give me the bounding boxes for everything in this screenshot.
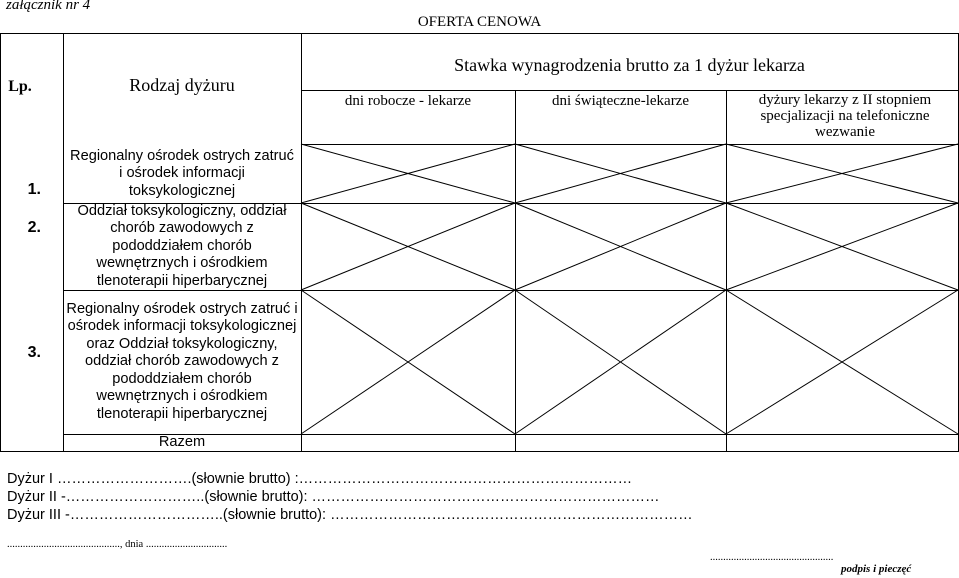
- empty-cell-crosses: [301, 144, 958, 434]
- signature-label: podpis i pieczęć: [841, 563, 912, 575]
- subheader-holidays: dni świąteczne-lekarze: [552, 93, 689, 109]
- subheader-workdays: dni robocze - lekarze: [344, 93, 472, 109]
- attachment-label: załącznik nr 4: [6, 0, 91, 13]
- signature-dots: ...............................................: [710, 552, 834, 563]
- header-rate: Stawka wynagrodzenia brutto za 1 dyżur lekarza: [454, 54, 805, 75]
- form-title: OFERTA CENOWA: [417, 14, 542, 30]
- row-duty-type: Oddział toksykologiczny, oddział chorób zawodowych z pododdziałem chorób wewnętrznych i ośrodkiem tlenoterapii hiperbarycznej: [77, 202, 287, 289]
- subheader-on-call: dyżury lekarzy z II stopniem specjalizacji na telefoniczne wezwanie: [758, 92, 932, 140]
- duty-line-3: Dyżur III -…………………………..(słownie brutto): …………………………………………………………………: [7, 507, 693, 523]
- duty-line-2: Dyżur II -………………………..(słownie brutto): ………………………………………………………………: [7, 489, 660, 505]
- header-lp: Lp.: [8, 78, 32, 95]
- row-duty-type: Regionalny ośrodek ostrych zatruć i ośrodek informacji toksykologicznej oraz Oddział toksykologiczny, oddział chorób zawodowych z pododdziałem chorób wewnętrznych i ośrodkiem tlenoterapii hiperbarycznej: [66, 300, 298, 422]
- row-number: 1.: [27, 181, 41, 198]
- place-date-field: ..........................................., dnia ...............................: [7, 539, 228, 550]
- header-duty-type: Rodzaj dyżuru: [129, 74, 235, 95]
- row-number: 2.: [27, 219, 41, 236]
- row-number: 3.: [27, 344, 41, 361]
- total-label: Razem: [158, 433, 206, 450]
- row-duty-type: Regionalny ośrodek ostrych zatruć i ośrodek informacji toksykologicznej: [70, 147, 294, 199]
- duty-line-1: Dyżur I ……………………….(słownie brutto) :……………………………………………………………: [7, 471, 633, 487]
